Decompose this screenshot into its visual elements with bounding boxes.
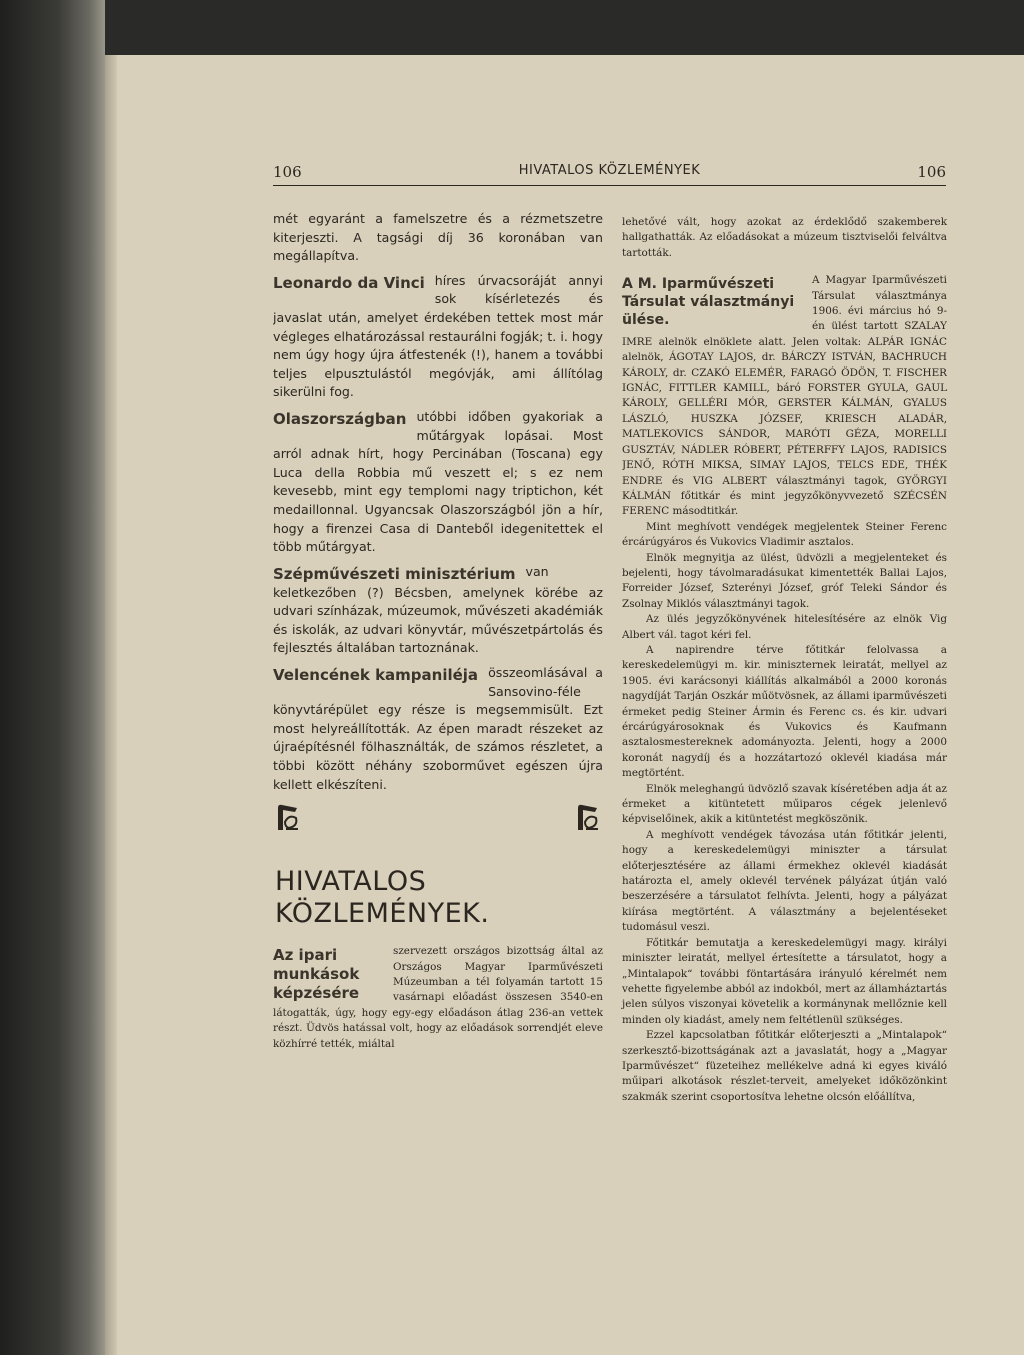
section-title: A M. Iparművészeti Társulat választmányi ülése. (622, 276, 795, 329)
section-leonardo (273, 272, 603, 402)
section-valasztmanyi-ules (622, 273, 947, 520)
section-szepmuveszeti (273, 563, 603, 658)
section-velence (273, 664, 603, 794)
right-intro-paragraph: lehetővé vált, hogy azokat az érdeklődő szakemberek hallgathatták. Az előadásokat a múzeum tisztviselői felváltva tartották. (622, 216, 947, 259)
paragraph: Ezzel kapcsolatban főtitkár előterjeszti a „Mintalapok“ szerkesztő-bizottságának azt a javaslatát, hogy a „Magyar Iparművészet“ füzeteihez mellékelve adná ki egyes kiváló műipari alkotások részlet-terveit, amelyeket időközönkint szakmák szerint csoportosítva lehetne olcsón előállítva, (622, 1029, 947, 1103)
ornament-icon (275, 802, 301, 832)
paragraph: Az ülés jegyzőkönyvének hitelesítésére az elnök Vig Albert vál. tagot kéri fel. (622, 613, 947, 641)
left-intro-paragraph: mét egyaránt a famelszetre és a rézmetszetre kiterjeszti. A tagsági díj 36 koronában van megállapítva. (273, 211, 603, 264)
paragraph: A meghívott vendégek távozása után főtitkár jelenti, hogy a kereskedelemügyi miniszter a társulat előterjesztésére az állami érmekhez oklevél kiadását határozta el, amely oklevél tervének pályázat útján való beszerzésére a társulatot felhívta. Jelenti, hogy a pályázat kiírása megtörtént. A választmány a bejelentéseket tudomásul veszi. (622, 828, 947, 934)
running-title: HIVATALOS KÖZLEMÉNYEK (518, 163, 701, 178)
section-text: összeomlásával a Sansovino-féle könyvtárépület egy része is megsemmisült. Ezt most helyreállították. Az épen maradt részeket az újraépítésnél fölhasználták, de számos részletet, a többi között néhány szoborművet egészen újra kellett elkészíteni. (273, 665, 603, 792)
section-title: Leonardo da Vinci (273, 273, 425, 292)
section-title: Olaszországban (273, 409, 407, 428)
section-text: A Magyar Iparművészeti Társulat választmánya 1906. évi március hó 9-én ülést tartott SZALAY IMRE alelnök elnöklete alatt. Jelen voltak: ALPÁR IGNÁC alelnök, ÁGOTAY LAJOS, dr. BÁRCZY ISTVÁN, BACHRUCH KÁROLY, dr. CZAKÓ ELEMÉR, FARAGÓ ÖDÖN, T. FISCHER IGNÁC, FITTLER KAMILL, báró FORSTER GYULA, GAUL KÁROLY, GELLÉRI MÓR, GERSTER KÁLMÁN, GYALUS LÁSZLÓ, HUSZKA JÓZSEF, KRIESCH ALADÁR, MATLEKOVICS SÁNDOR, MARÓTI GÉZA, MORELLI GUSZTÁV, NÁDLER RÓBERT, PÉTERFFY LAJOS, RADISICS JENŐ, RÓTH MIKSA, SIMAY LAJOS, TELCS EDE, THÉK ENDRE és VIG ALBERT választmányi tagok, GYÖRGYI KÁLMÁN főtitkár és mint jegyzőkönyvvezető SZÉCSÉN FERENC másodtitkár. (622, 274, 947, 518)
section-text: híres úrvacsoráját annyi sok kísérletezés és javaslat után, amelyet érdekében tettek most már végleges elhatározással restaurálni fogják; t. i. hogy nem úgy hogy újra átfestenék (!), hanem a további teljes elpusztulástól megóvják, ami állítólag sikerülni fog. (273, 272, 603, 400)
paragraph: Elnök megnyitja az ülést, üdvözli a megjelenteket és bejelenti, hogy távolmaradásukat kimentették Ballai Lajos, Forreider József, Szterényi József, gróf Teleki Sándor és Zsolnay Miklós választmányi tagok. (622, 551, 947, 610)
paragraph: Mint meghívott vendégek megjelentek Steiner Ferenc ércárúgyáros és Vukovics Vladimir asztalos. (622, 520, 947, 549)
page-number-right: 106 (917, 163, 946, 181)
section-title: Az ipari munkások képzésére (273, 946, 360, 1003)
heading-line-2: KÖZLEMÉNYEK. (275, 898, 490, 930)
book-spine (0, 0, 105, 1355)
running-header (273, 163, 946, 186)
paragraph: Elnök meleghangú üdvözlő szavak kíséretében adja át az érmeket a kitüntetett műiparos cégek jelenlevő képviselőinek, akik a kitüntetést megköszönik. (622, 782, 947, 826)
section-title: Szépművészeti minisztérium (273, 564, 516, 583)
ornament-icon (575, 802, 601, 832)
right-column (622, 215, 947, 1105)
page-gutter (105, 55, 117, 1355)
ornament-row (273, 802, 603, 854)
section-heading (275, 866, 603, 930)
left-column (273, 210, 603, 1052)
heading-line-1: HIVATALOS (275, 866, 427, 898)
section-text: van keletkezőben (?) Bécsben, amelynek körébe az udvari színházak, múzeumok, művészeti akadémiák és iskolák, az udvari könyvtár, művészetpártolás és fejlesztés általában tartoznának. (273, 563, 603, 656)
section-text: utóbbi időben gyakoriak a műtárgyak lopásai. Most arról adnak hírt, hogy Percinában (Toscana) egy Luca della Robbia mű veszett el; s ez nem kevesebb, mint egy templomi nagy triptichon, két medaillonnal. Ugyancsak Olaszországból jön a hír, hogy a firenzei Casa di Danteből idegenitettek el több műtárgyat. (273, 408, 603, 555)
page-number-left: 106 (273, 163, 302, 181)
section-olaszorszag (273, 408, 603, 557)
paragraph: A napirendre térve főtitkár felolvassa a kereskedelemügyi m. kir. miniszternek leiratát, mellyel az 1905. évi karácsonyi kiállítás alkalmából a 2000 koronás nagydíját Tarján Oszkár műötvösnek, az állami iparművészeti érmeket pedig Steiner Ármin és Ferenc cs. és kir. udvari ércárúgyárosoknak és Vukovics és Kaufmann asztalosmestereknek adományozta. Jelenti, hogy a 2000 koronát nagydíj és a hozzátartozó oklevél kiadása már megtörtént. (622, 643, 947, 780)
paragraph: Főtitkár bemutatja a kereskedelemügyi magy. királyi miniszter leiratát, mellyel értesítette a társulatot, hogy a „Mintalapok“ további föntartására irányuló kérelmét nem vehette figyelembe abból az indokból, mert az államháztartás jelen súlyos viszonyai követelik a kormánynak mellőznie kell minden oly kiadást, amely nem feltétlenül szükséges. (622, 936, 947, 1026)
section-title: Velencének kampaniléja (273, 666, 479, 685)
section-ipari-munkasok (273, 944, 603, 1052)
section-text: szervezett országos bizottság által az Országos Magyar Iparművészeti Múzeumban a tél folyamán tartott 15 vasárnapi előadást összesen 3540-en látogatták, úgy, hogy egy-egy előadáson átlag 236-an vettek részt. Üdvös hatással volt, hogy az előadások sorrendjét eleve közhírré tették, miáltal (273, 945, 603, 1050)
